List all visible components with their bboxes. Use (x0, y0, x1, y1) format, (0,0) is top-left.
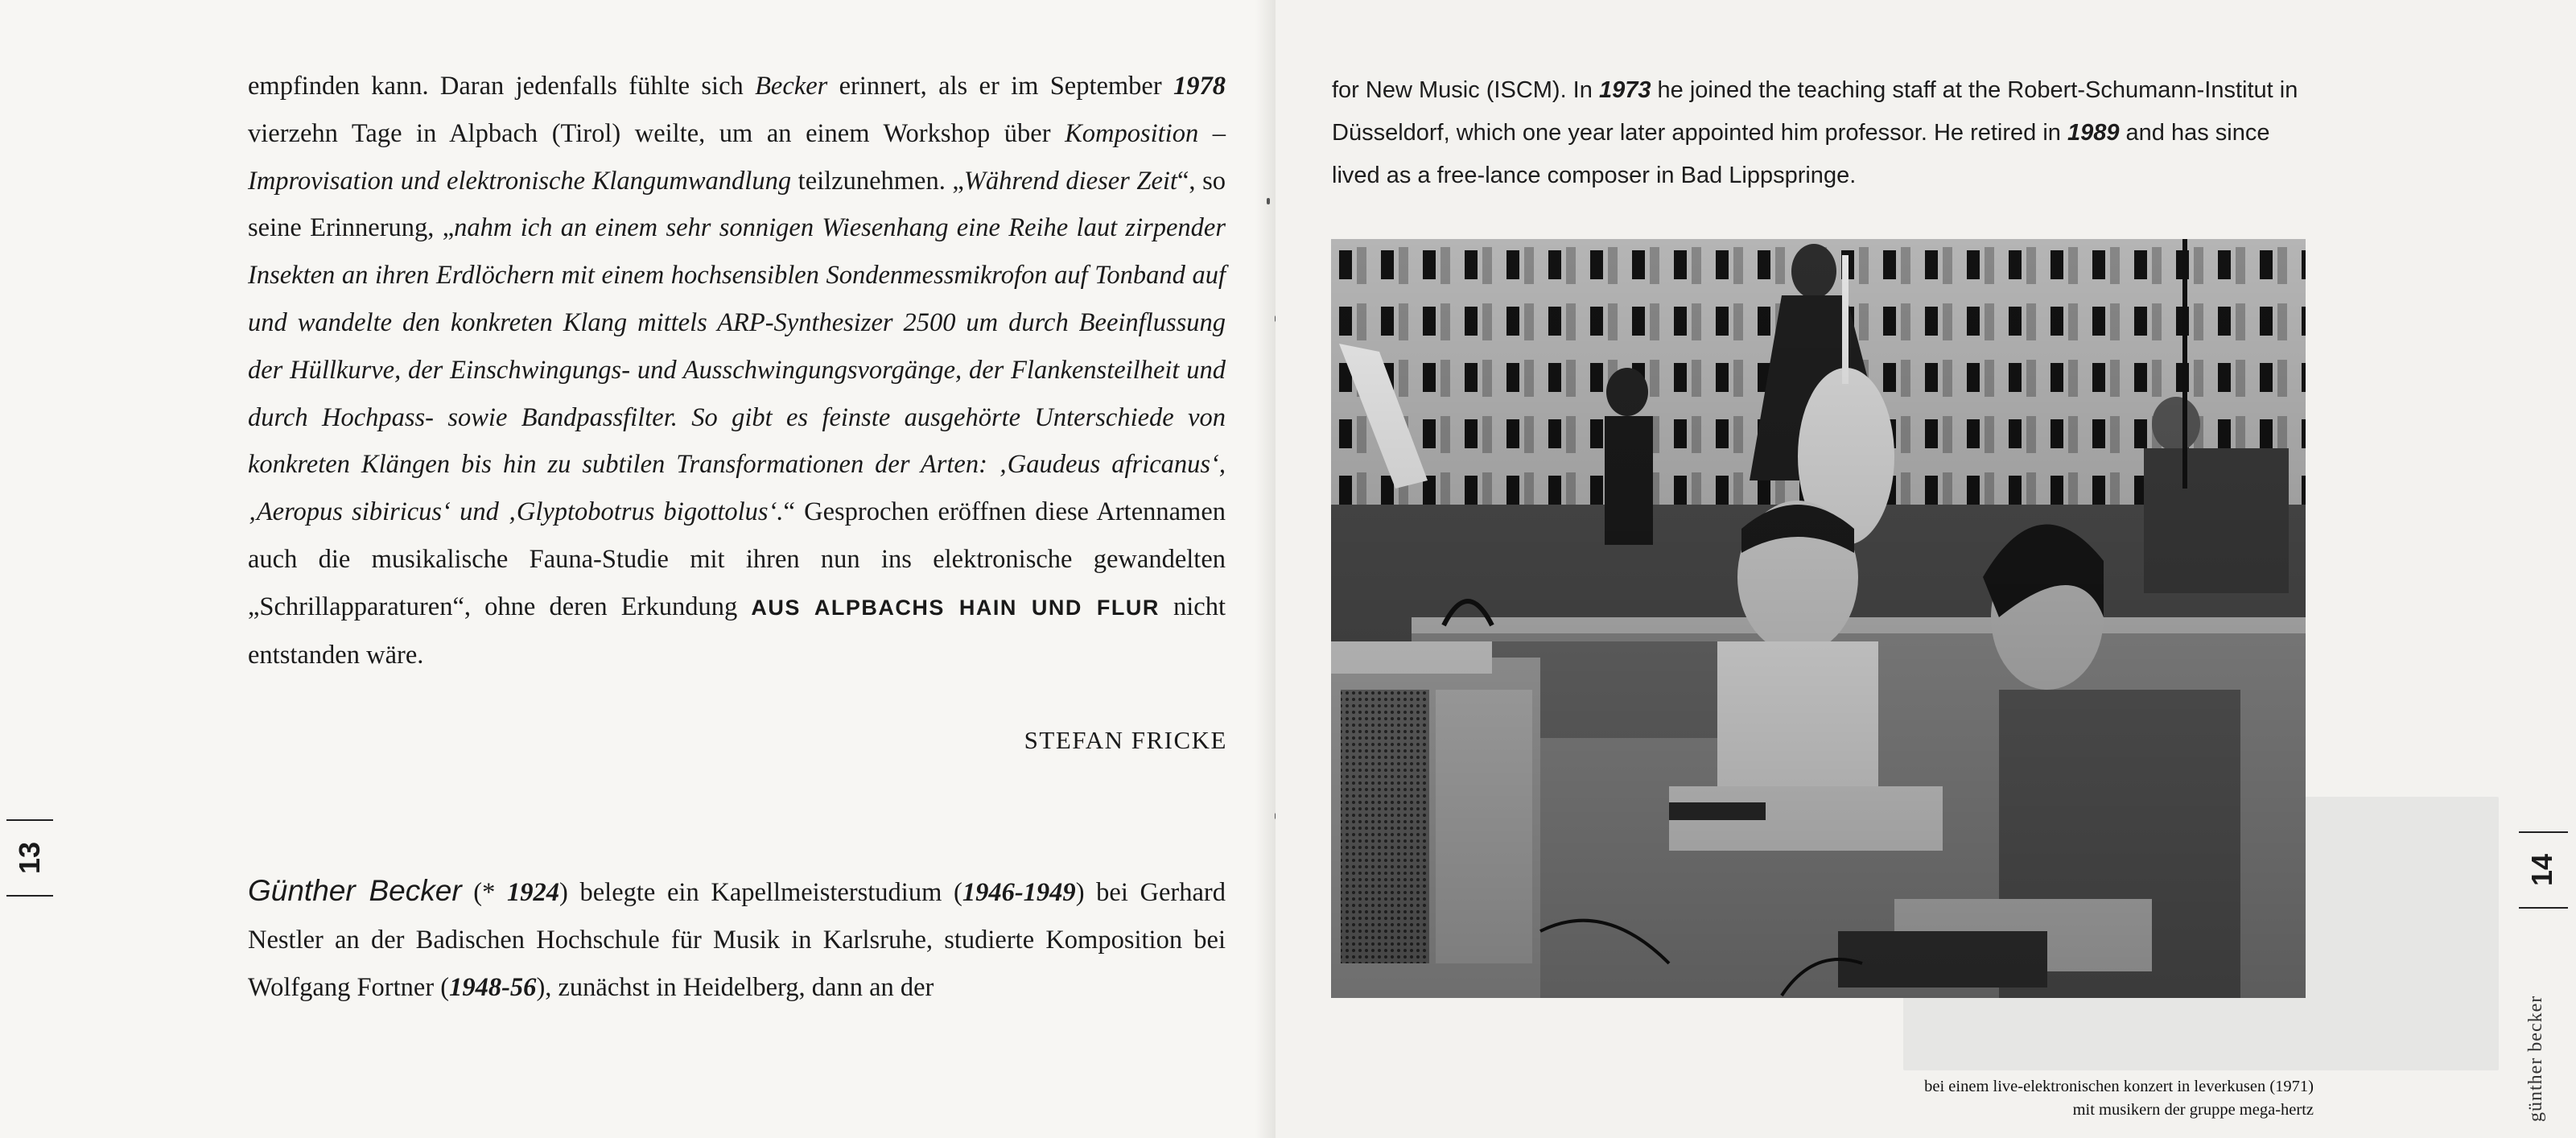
studio-photo-drawing (1331, 239, 2306, 998)
paragraph-1: empfinden kann. Daran jedenfalls fühlte sich Becker erinnert, als er im September 1978 vierzehn Tage in Alpbach (Tirol) weilte, um an einem Workshop über Komposition – Improvisation und elektronische Klangumwandlung teilzunehmen. „Während dieser Zeit“, so seine Erinnerung, „nahm ich an einem sehr sonnigen Wiesenhang eine Reihe laut zirpender Insekten an ihren Erdlöchern mit einem hochsensiblen Sondenmessmikrofon auf Tonband auf und wandelte den konkreten Klang mittels ARP-Synthesizer 2500 um durch Beeinflussung der Hüllkurve, der Einschwingungs- und Ausschwingungsvorgänge, der Flankensteilheit und durch Hochpass- sowie Bandpassfilter. So gibt es feinste ausgehörte Unterschiede von konkreten Klängen bis hin zu subtilen Transformationen der Arten: ‚Gaudeus africanus‘, ‚Aeropus sibiricus‘ und ‚Glyptobotrus bigottolus‘.“ Gesprochen eröffnen diese Artennamen auch die musikalische Fauna-Studie mit ihren nun ins elektronische gewandelten „Schrillapparaturen“, ohne deren Erkundung AUS ALPBACHS HAIN UND FLUR nicht entstanden wäre. (248, 72, 1226, 670)
english-text: for New Music (ISCM). In 1973 he joined the teaching staff at the Robert-Schumann-Institut in Düsseldorf, which one year later appointed him professor. He retired in 1989 and has since lived as a free-lance composer in Bad Lippspringe. (1332, 77, 2298, 188)
running-head-vertical: günther becker (2525, 995, 2546, 1122)
composer-name: Günther Becker (248, 874, 462, 907)
page-number-left: 13 (6, 819, 53, 897)
studio-photo (1331, 239, 2306, 998)
caption-line-2: mit musikern der gruppe mega-hertz (2072, 1101, 2314, 1119)
right-page (1276, 0, 2576, 1138)
caption-line-1: bei einem live-elektronischen konzert in leverkusen (1971) (1924, 1078, 2314, 1095)
binding-mark (1267, 198, 1270, 204)
paragraph-2: Günther Becker (* 1924) belegte ein Kapellmeisterstudium (1946-1949) bei Gerhard Nestler an der Badischen Hochschule für Musik in Karlsruhe, studierte Komposition bei Wolfgang Fortner (1948-56), zunächst in Heidelberg, dann an der (248, 874, 1226, 1002)
english-paragraph (1332, 69, 2314, 197)
page-number-right-box: 14 (2519, 831, 2566, 909)
photo-caption (1924, 1075, 2314, 1122)
left-page (0, 0, 1276, 1138)
german-paragraph-1 (248, 63, 1226, 678)
german-paragraph-2 (248, 868, 1226, 1011)
work-title: AUS ALPBACHS HAIN UND FLUR (751, 595, 1160, 620)
author-signature: STEFAN FRICKE (1024, 726, 1227, 754)
